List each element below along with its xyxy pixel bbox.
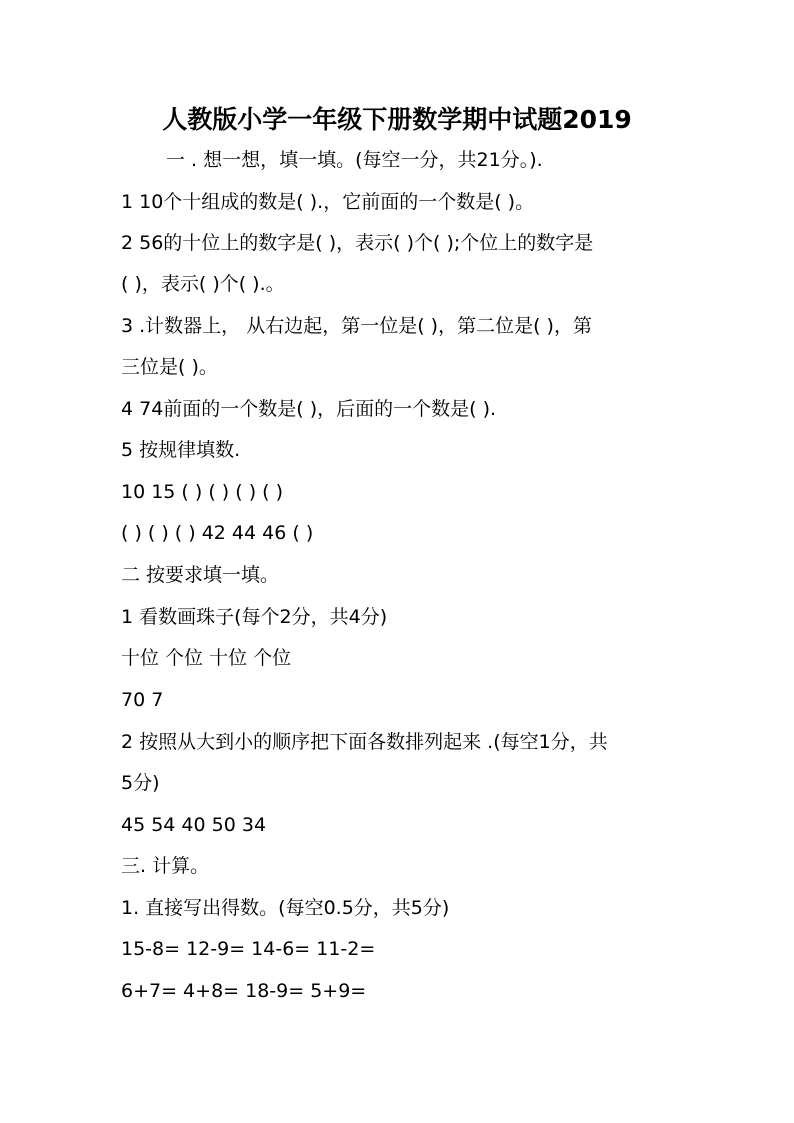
question-1-3: 3 .计数器上， 从右边起，第一位是( )，第二位是( )，第 bbox=[121, 315, 592, 337]
numbers-to-order: 45 54 40 50 34 bbox=[121, 814, 267, 836]
arithmetic-row-1: 15-8= 12-9= 14-6= 11-2= bbox=[121, 938, 376, 960]
section-one-heading: 一 . 想一想，填一填。(每空一分，共21分。). bbox=[166, 149, 543, 171]
question-3-1: 1. 直接写出得数。(每空0.5分，共5分) bbox=[121, 897, 450, 919]
document-title: 人教版小学一年级下册数学期中试题2019 bbox=[162, 105, 632, 134]
question-2-1: 1 看数画珠子(每个2分，共4分) bbox=[121, 606, 388, 628]
section-two-heading: 二 按要求填一填。 bbox=[121, 564, 280, 586]
question-1-1: 1 10个十组成的数是( ).，它前面的一个数是( )。 bbox=[121, 191, 535, 213]
question-2-2-continued: 5分) bbox=[121, 772, 160, 794]
question-1-5: 5 按规律填数. bbox=[121, 439, 241, 461]
question-1-2-continued: ( )，表示( )个( ).。 bbox=[121, 273, 285, 295]
section-three-heading: 三. 计算。 bbox=[121, 855, 210, 877]
question-1-3-continued: 三位是( )。 bbox=[121, 356, 218, 378]
question-2-2: 2 按照从大到小的顺序把下面各数排列起来 .(每空1分，共 bbox=[121, 731, 608, 753]
question-1-2: 2 56的十位上的数字是( )，表示( )个( );个位上的数字是 bbox=[121, 232, 594, 254]
arithmetic-row-2: 6+7= 4+8= 18-9= 5+9= bbox=[121, 980, 367, 1002]
question-1-4: 4 74前面的一个数是( )，后面的一个数是( ). bbox=[121, 398, 497, 420]
place-value-numbers: 70 7 bbox=[121, 689, 164, 711]
sequence-row-1: 10 15 ( ) ( ) ( ) ( ) bbox=[121, 481, 284, 503]
sequence-row-2: ( ) ( ) ( ) 42 44 46 ( ) bbox=[121, 522, 314, 544]
place-value-headers: 十位 个位 十位 个位 bbox=[121, 647, 292, 669]
